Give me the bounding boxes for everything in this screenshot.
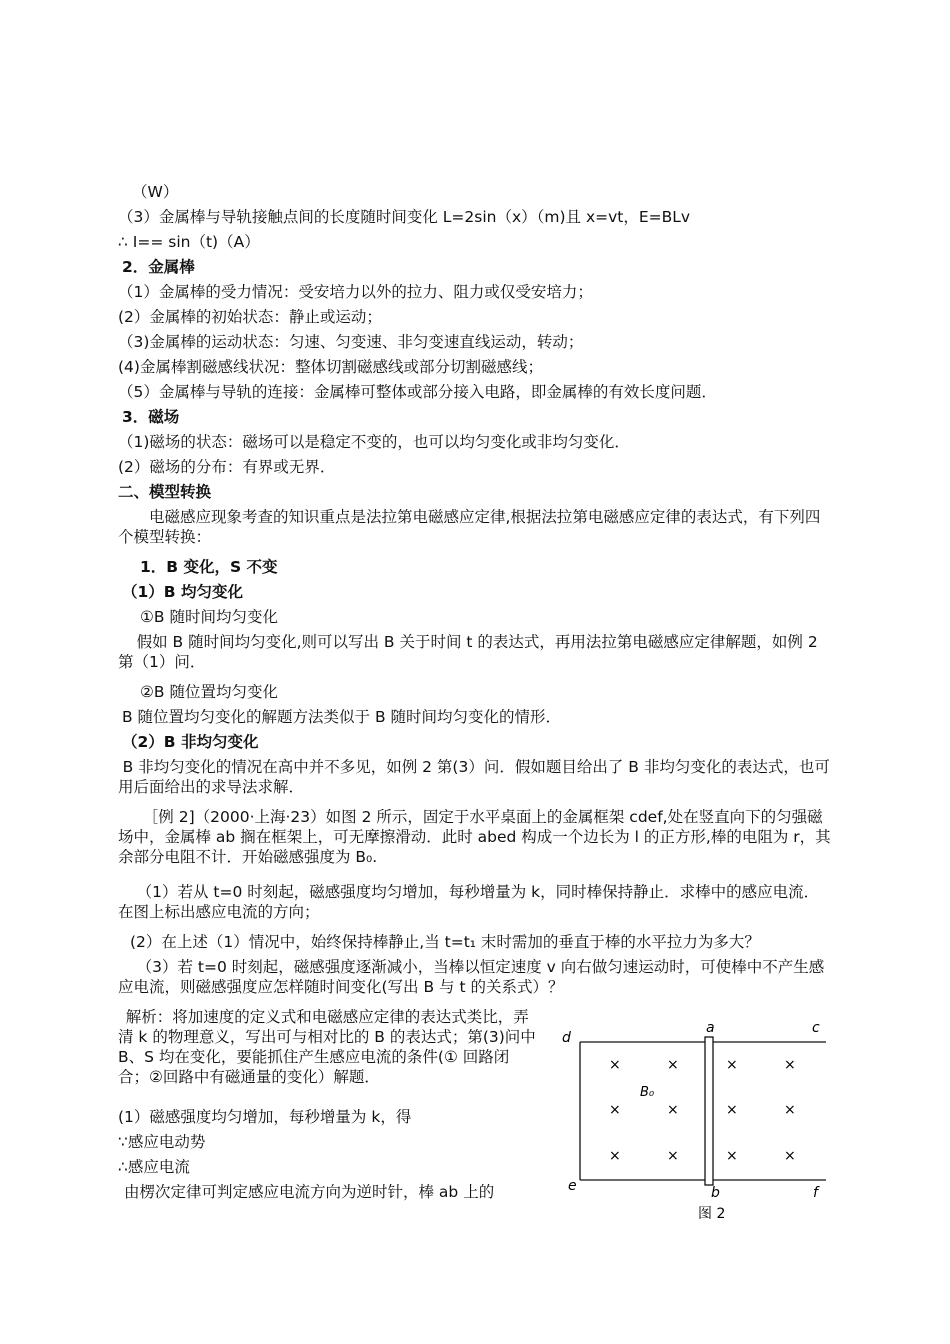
text-line-8: (4)金属棒割磁感线状况：整体切割磁感线或部分切割磁感线； — [118, 358, 543, 376]
text-line-3: ∴ I== sin（t)（A） — [118, 233, 260, 251]
field-cross: × — [609, 1102, 621, 1118]
field-cross: × — [726, 1057, 738, 1073]
label-f: f — [813, 1185, 818, 1201]
paragraph-intro: 电磁感应现象考查的知识重点是法拉第电磁感应定律,根据法拉第电磁感应定律的表达式，有下列四个模型转换： — [118, 508, 821, 546]
model-1b-title: （2）B 非均匀变化 — [122, 733, 259, 751]
question-1: （1）若从 t=0 时刻起，磁感强度均匀增加，每秒增量为 k，同时棒保持静止．求棒中的感应电流．在图上标出感应电流的方向； — [118, 883, 820, 921]
label-b0: B₀ — [640, 1085, 655, 1100]
field-cross: × — [784, 1148, 796, 1164]
paragraph-case-2: B 随位置均匀变化的解题方法类似于 B 随时间均匀变化的情形． — [122, 708, 562, 726]
text-line-5: （1）金属棒的受力情况：受安培力以外的拉力、阻力或仅受安培力； — [118, 283, 593, 301]
question-2: (2）在上述（1）情况中，始终保持棒静止,当 t=t₁ 末时需加的垂直于棒的水平拉力为多大？ — [130, 933, 760, 951]
label-d: d — [562, 1030, 571, 1046]
section-title: 二、模型转换 — [118, 483, 212, 501]
solution-step-1: (1）磁感强度均匀增加，每秒增量为 k，得 — [118, 1108, 412, 1126]
metal-rod — [705, 1037, 713, 1185]
text-line-12: (2）磁场的分布：有界或无界． — [118, 458, 336, 476]
solution-intro: 解析：将加速度的定义式和电磁感应定律的表达式类比，弄清 k 的物理意义，写出可与相对比的 B 的表达式；第(3)问中 B、S 均在变化，要能抓住产生感应电流的条件(① 回路闭合；②回路中有磁通量的变化）解题． — [118, 1008, 536, 1086]
field-cross: × — [784, 1057, 796, 1073]
field-cross: × — [609, 1148, 621, 1164]
text-line-9: （5）金属棒与导轨的连接：金属棒可整体或部分接入电路，即金属棒的有效长度问题． — [118, 383, 717, 401]
field-cross: × — [667, 1057, 679, 1073]
solution-step-2: ∵感应电动势 — [118, 1133, 206, 1151]
label-e: e — [568, 1178, 577, 1194]
field-cross: × — [726, 1102, 738, 1118]
field-cross: × — [784, 1102, 796, 1118]
text-line-11: （1)磁场的状态：磁场可以是稳定不变的，也可以均匀变化或非均匀变化． — [118, 433, 630, 451]
text-line-6: (2）金属棒的初始状态：静止或运动； — [118, 308, 382, 326]
solution-step-3: ∴感应电流 — [118, 1158, 190, 1176]
question-3: （3）若 t=0 时刻起，磁感强度逐渐减小，当棒以恒定速度 v 向右做匀速运动时，可使棒中不产生感应电流，则磁感强度应怎样随时间变化(写出 B 与 t 的关系式）？ — [118, 958, 825, 996]
label-b: b — [711, 1185, 720, 1201]
heading-field: 3．磁场 — [122, 408, 180, 426]
field-cross: × — [667, 1102, 679, 1118]
field-cross: × — [726, 1148, 738, 1164]
heading-rod: 2．金属棒 — [122, 258, 195, 276]
case-2: ②B 随位置均匀变化 — [140, 683, 278, 701]
case-1: ①B 随时间均匀变化 — [140, 608, 278, 626]
text-line-1: （W） — [132, 183, 179, 201]
paragraph-nonuniform: B 非均匀变化的情况在高中并不多见，如例 2 第(3）问．假如题目给出了 B 非均匀变化的表达式，也可用后面给出的求导法求解． — [118, 758, 830, 796]
text-line-7: （3)金属棒的运动状态：匀速、匀变速、非匀变速直线运动，转动； — [118, 333, 584, 351]
label-c: c — [812, 1020, 820, 1036]
model-1a-title: （1）B 均匀变化 — [122, 583, 243, 601]
example-2: ［例 2]（2000·上海·23）如图 2 所示，固定于水平桌面上的金属框架 cdef,处在竖直向下的匀强磁场中，金属棒 ab 搁在框架上，可无摩擦滑动．此时 abed 构成一个边长为 l 的正方形,棒的电阻为 r，其余部分电阻不计．开始磁感强度为 B₀. — [118, 808, 831, 866]
model-1-title: 1．B 变化，S 不变 — [140, 558, 278, 576]
text-line-2: （3）金属棒与导轨接触点间的长度随时间变化 L=2sin（x）（m)且 x=vt，E=BLv — [118, 208, 691, 226]
solution-step-4: 由楞次定律可判定感应电流方向为逆时针，棒 ab 上的 — [124, 1183, 495, 1201]
field-cross: × — [609, 1057, 621, 1073]
field-cross: × — [667, 1148, 679, 1164]
label-a: a — [706, 1020, 715, 1036]
paragraph-case-1: 假如 B 随时间均匀变化,则可以写出 B 关于时间 t 的表达式，再用法拉第电磁感应定律解题，如例 2 第（1）问． — [118, 633, 818, 671]
figure-caption: 图 2 — [698, 1206, 726, 1222]
